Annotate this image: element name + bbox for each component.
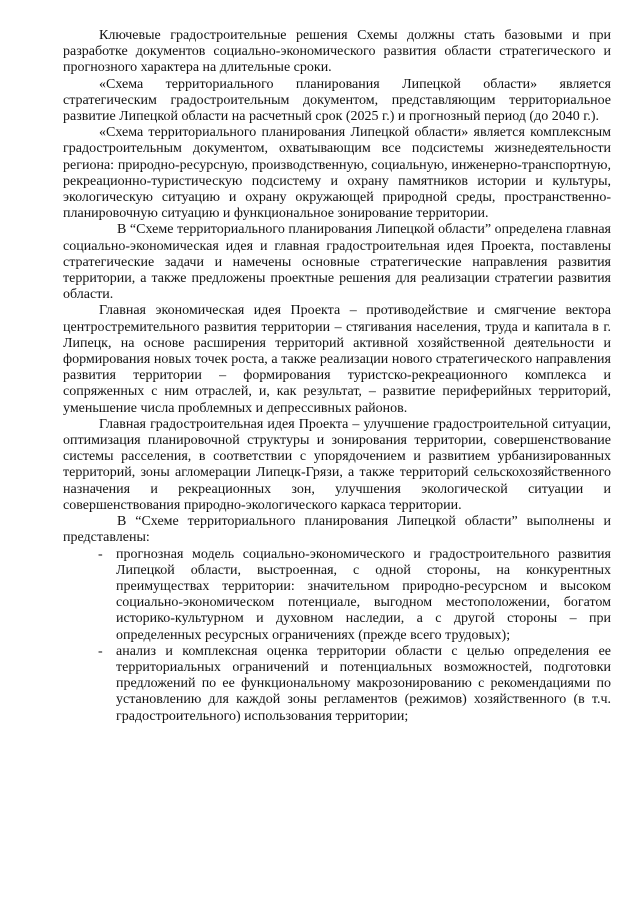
paragraph-main-ideas: В “Схеме территориального планирования Липецкой области” определена главная социально-экономическая идея и главная градостроительная идея Проекта, поставлены стратегические задачи и намечены основные стратегические направления развития территории, а также предложены проектные решения для реализации стратегии развития области. (63, 222, 611, 303)
list-dash: - (98, 643, 103, 659)
paragraph-urban-planning-idea: Главная градостроительная идея Проекта – улучшение градостроительной ситуации, оптимизация планировочной структуры и зонирования территории, совершенствование системы расселения, в соответствии с упорядочением и развитием урбанизированных территорий, зоны агломерации Липецк-Грязи, а также территорий сельскохозяйственного назначения и рекреационных зон, улучшения экологической ситуации и совершенствования природно-экологического каркаса территории. (63, 416, 611, 513)
deliverables-list (63, 547, 611, 725)
list-dash: - (98, 546, 103, 562)
paragraph-economic-idea: Главная экономическая идея Проекта – противодействие и смягчение вектора центростремительного развития территории – стягивания населения, труда и капитала в г. Липецк, на основе расширения территорий активной хозяйственной деятельности и формирования новых точек роста, а также реализации нового стратегического направления развития территории – формирования туристско-рекреационного комплекса и сопряженных с ним отраслей, и, как результат, – развитие периферийных территорий, уменьшение числа проблемных и депрессивных районов. (63, 303, 611, 416)
document-page (63, 28, 611, 725)
paragraph-completed-items-intro: В “Схеме территориального планирования Липецкой области” выполнены и представлены: (63, 514, 611, 546)
list-item (63, 644, 611, 725)
paragraph-strategic-document: «Схема территориального планирования Липецкой области» является стратегическим градостроительным документом, представляющим территориальное развитие Липецкой области на расчетный срок (2025 г.) и прогнозный период (до 2040 г.). (63, 76, 611, 125)
list-item-text: прогнозная модель социально-экономического и градостроительного развития Липецкой области, выстроенная, с одной стороны, на конкурентных преимуществах территории: значительном природно-ресурсном и высоком социально-экономическом потенциале, выгодном местоположении, богатом историко-культурном и духовном наследии, а с другой стороны – при определенных ресурсных ограничениях (прежде всего трудовых); (116, 546, 611, 643)
paragraph-key-decisions: Ключевые градостроительные решения Схемы должны стать базовыми и при разработке документов социально-экономического развития области стратегического и прогнозного характера на длительные сроки. (63, 28, 611, 76)
paragraph-complex-document: «Схема территориального планирования Липецкой области» является комплексным градостроительным документом, охватывающим все подсистемы жизнедеятельности региона: природно-ресурсную, производственную, социальную, инженерно-транспортную, рекреационно-туристическую подсистему и охрану памятников истории и культуры, экологическую ситуацию и охрану окружающей природной среды, пространственно-планировочную ситуацию и функциональное зонирование территории. (63, 125, 611, 222)
list-item-text: анализ и комплексная оценка территории области с целью определения ее территориальных ограничений и потенциальных возможностей, подготовки предложений по ее функциональному макрозонированию с рекомендациями по установлению для каждой зоны регламентов (режимов) хозяйственного (в т.ч. градостроительного) использования территории; (116, 643, 611, 724)
list-item (63, 547, 611, 644)
